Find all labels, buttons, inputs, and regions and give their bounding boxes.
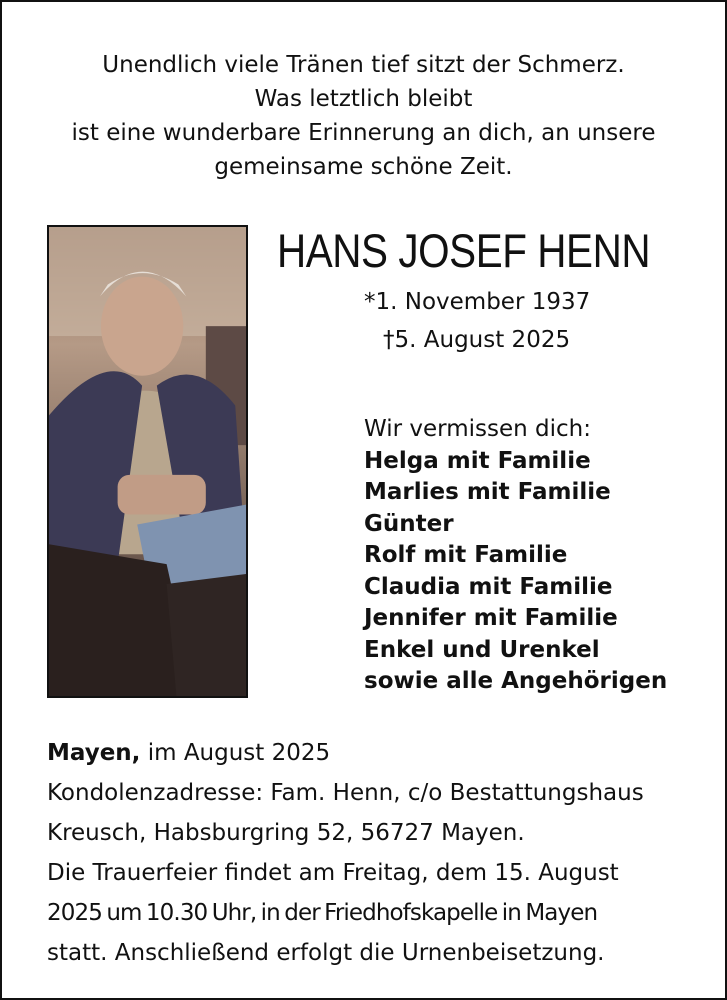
poem-line: gemeinsame schöne Zeit. — [214, 154, 513, 180]
mourners-intro: Wir vermissen dich: — [364, 416, 591, 442]
mourner-name: Jennifer mit Familie — [364, 605, 618, 631]
issue-date: im August 2025 — [140, 740, 331, 766]
deceased-name: HANS JOSEF HENN — [277, 224, 651, 277]
poem-line: ist eine wunderbare Erinnerung an dich, an unsere — [71, 120, 656, 146]
funeral-info — [47, 733, 707, 973]
poem-line: Unendlich viele Tränen tief sitzt der Schmerz. — [102, 52, 625, 78]
mourner-name: Rolf mit Familie — [364, 542, 568, 568]
burial-line: statt. Anschließend erfolgt die Urnenbeisetzung. — [47, 940, 605, 966]
birth-date: *1. November 1937 — [364, 289, 591, 315]
ceremony-line: Die Trauerfeier findet am Freitag, dem 15. August — [47, 860, 619, 886]
ceremony-line: 2025 um 10.30 Uhr, in der Friedhofskapelle in Mayen — [47, 900, 598, 926]
mourners-list — [364, 414, 667, 698]
mourner-name: Helga mit Familie — [364, 447, 591, 474]
portrait-photo — [47, 225, 248, 698]
mourner-name: Marlies mit Familie — [364, 479, 611, 505]
place-date-line — [47, 733, 707, 773]
mourner-name: Enkel und Urenkel — [364, 636, 600, 663]
mourner-name: sowie alle Angehörigen — [364, 668, 668, 694]
condolence-address-line: Kreusch, Habsburgring 52, 56727 Mayen. — [47, 820, 525, 846]
place-name: Mayen, — [47, 740, 141, 766]
memorial-poem — [0, 48, 727, 184]
mourner-name: Günter — [364, 510, 454, 537]
poem-line: Was letztlich bleibt — [254, 86, 473, 112]
death-date: †5. August 2025 — [383, 327, 571, 353]
condolence-address-line: Kondolenzadresse: Fam. Henn, c/o Bestattungshaus — [47, 780, 644, 806]
mourner-name: Claudia mit Familie — [364, 573, 613, 600]
